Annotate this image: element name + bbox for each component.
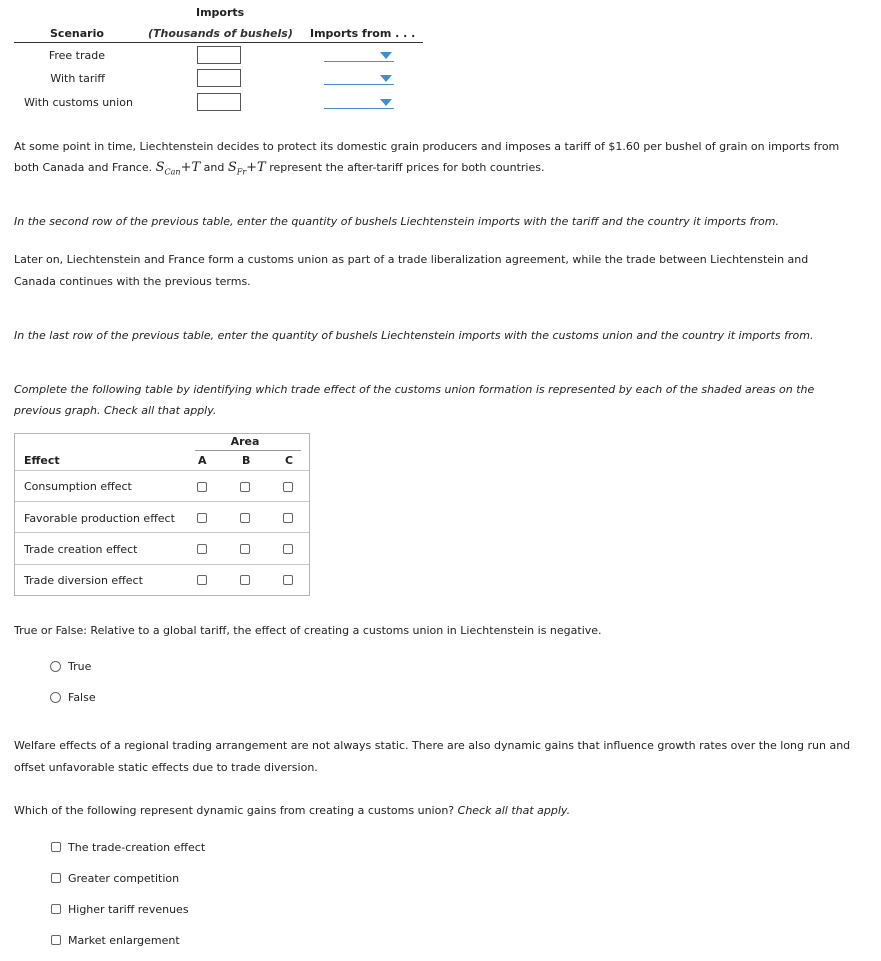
free-trade-imports-from-dropdown[interactable] xyxy=(324,48,394,62)
effect-header: Effect xyxy=(24,454,60,467)
checkbox-consumption-c[interactable] xyxy=(283,482,293,492)
supply-france-symbol: $S_{Fr}+T$ xyxy=(227,160,266,177)
checkbox-market-enlargement[interactable] xyxy=(51,935,61,945)
row-divider xyxy=(15,564,309,565)
checkbox-greater-competition[interactable] xyxy=(51,873,61,883)
customs-union-imports-from-dropdown[interactable] xyxy=(324,95,394,109)
scenario-label-free-trade: Free trade xyxy=(48,49,105,62)
dynamic-gains-question-text: Which of the following represent dynamic gains from creating a customs union? xyxy=(14,804,455,817)
tariff-paragraph-prefix: both Canada and France. xyxy=(14,161,153,174)
tariff-paragraph-line1: At some point in time, Liechtenstein decides to protect its domestic grain producers and imposes a tariff of $1.60 per bushel of grain on imports from xyxy=(14,140,840,153)
scenario-label-with-tariff: With tariff xyxy=(50,72,105,85)
area-header-divider xyxy=(195,450,301,451)
option-label-greater-competition: Greater competition xyxy=(68,872,180,885)
option-label-higher-tariff-revenues: Higher tariff revenues xyxy=(68,903,189,916)
checkbox-favorable-production-a[interactable] xyxy=(197,513,207,523)
checkbox-trade-creation-c[interactable] xyxy=(283,544,293,554)
effect-label-consumption: Consumption effect xyxy=(24,480,132,493)
true-false-question: True or False: Relative to a global tariff, the effect of creating a customs union in Liechtenstein is negative. xyxy=(14,624,602,637)
customs-paragraph-line1: Later on, Liechtenstein and France form a customs union as part of a trade liberalization agreement, while the trade between Liechtenstein and xyxy=(14,253,809,266)
row-divider xyxy=(15,470,309,471)
checkbox-higher-tariff-revenues[interactable] xyxy=(51,904,61,914)
radio-true-label: True xyxy=(68,660,92,673)
units-column-header: (Thousands of bushels) xyxy=(148,27,293,40)
dynamic-gains-question xyxy=(14,800,570,821)
area-header: Area xyxy=(230,435,260,448)
instruction-effects-line1: Complete the following table by identifying which trade effect of the customs union formation is represented by each of the shaded areas on the xyxy=(14,383,815,396)
option-label-trade-creation-effect: The trade-creation effect xyxy=(68,841,206,854)
with-tariff-imports-from-dropdown[interactable] xyxy=(324,71,394,85)
column-header-c: C xyxy=(285,454,294,467)
effect-label-trade-creation: Trade creation effect xyxy=(24,543,138,556)
chevron-down-icon xyxy=(380,75,392,82)
chevron-down-icon xyxy=(380,52,392,59)
effect-label-trade-diversion: Trade diversion effect xyxy=(24,574,143,587)
radio-true[interactable] xyxy=(50,661,61,672)
checkbox-consumption-b[interactable] xyxy=(240,482,250,492)
supply-canada-symbol: $S_{Can}+T$ xyxy=(155,160,201,177)
checkbox-trade-diversion-c[interactable] xyxy=(283,575,293,585)
dynamic-gains-hint: Check all that apply. xyxy=(457,804,571,817)
column-header-a: A xyxy=(198,454,207,467)
checkbox-consumption-a[interactable] xyxy=(197,482,207,492)
tariff-paragraph-line2 xyxy=(14,157,544,183)
radio-false-label: False xyxy=(68,691,96,704)
row-divider xyxy=(15,532,309,533)
instruction-effects-line2: previous graph. Check all that apply. xyxy=(14,404,217,417)
free-trade-quantity-input[interactable] xyxy=(197,46,241,64)
column-header-b: B xyxy=(242,454,251,467)
customs-paragraph-line2: Canada continues with the previous terms. xyxy=(14,275,251,288)
checkbox-trade-creation-effect[interactable] xyxy=(51,842,61,852)
checkbox-trade-diversion-b[interactable] xyxy=(240,575,250,585)
table-header-divider xyxy=(14,42,423,43)
scenario-label-customs-union: With customs union xyxy=(24,96,133,109)
checkbox-trade-creation-b[interactable] xyxy=(240,544,250,554)
welfare-paragraph-line1: Welfare effects of a regional trading arrangement are not always static. There are also dynamic gains that influence growth rates over the long run and xyxy=(14,739,851,752)
checkbox-trade-creation-a[interactable] xyxy=(197,544,207,554)
row-divider xyxy=(15,501,309,502)
checkbox-trade-diversion-a[interactable] xyxy=(197,575,207,585)
scenario-column-header: Scenario xyxy=(50,27,104,40)
welfare-paragraph-line2: offset unfavorable static effects due to trade diversion. xyxy=(14,761,318,774)
effect-label-favorable-production: Favorable production effect xyxy=(24,512,175,525)
with-tariff-quantity-input[interactable] xyxy=(197,69,241,87)
checkbox-favorable-production-c[interactable] xyxy=(283,513,293,523)
instruction-last-row: In the last row of the previous table, enter the quantity of bushels Liechtenstein imports with the customs union and the country it imports from. xyxy=(14,329,814,342)
customs-union-quantity-input[interactable] xyxy=(197,93,241,111)
imports-column-header: Imports xyxy=(196,6,245,19)
radio-false[interactable] xyxy=(50,692,61,703)
tariff-paragraph-suffix: represent the after-tariff prices for both countries. xyxy=(269,161,545,174)
checkbox-favorable-production-b[interactable] xyxy=(240,513,250,523)
effects-table xyxy=(14,433,310,596)
chevron-down-icon xyxy=(380,99,392,106)
imports-from-column-header: Imports from . . . xyxy=(310,27,416,40)
and-word: and xyxy=(203,161,225,174)
option-label-market-enlargement: Market enlargement xyxy=(68,934,180,947)
instruction-second-row: In the second row of the previous table, enter the quantity of bushels Liechtenstein imports with the tariff and the country it imports from. xyxy=(14,215,779,228)
